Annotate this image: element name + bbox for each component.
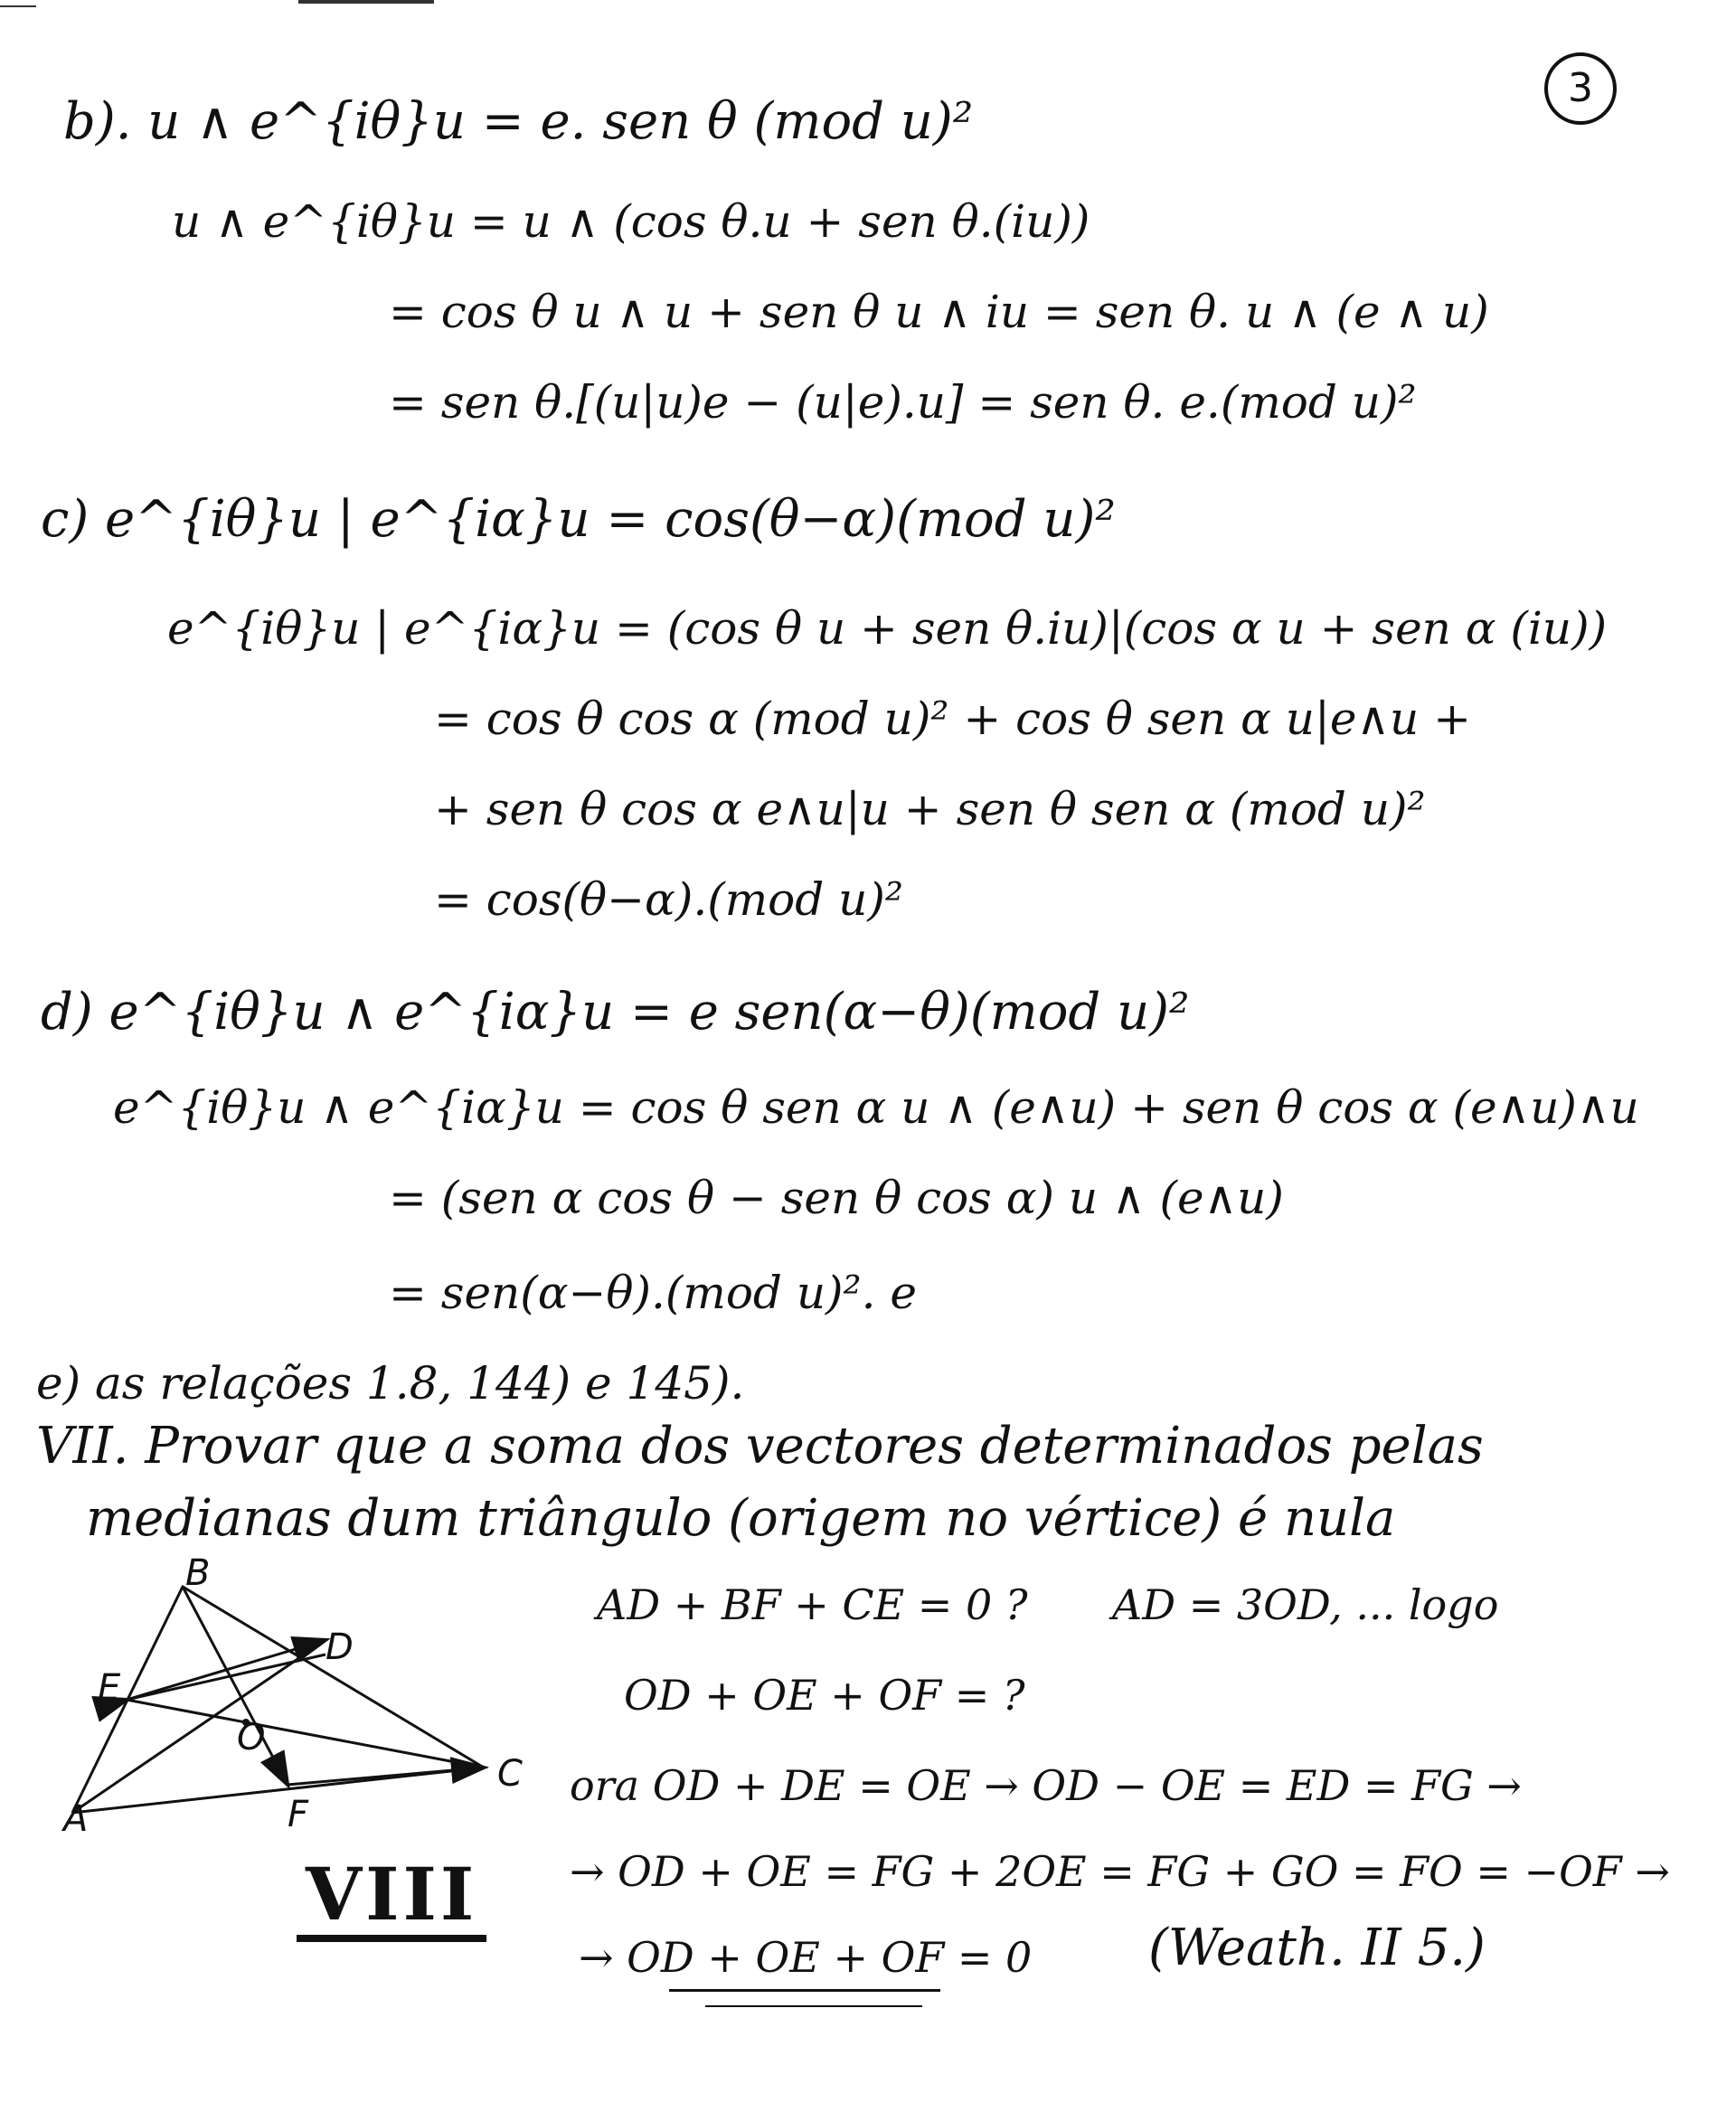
problem-viii-stamp: VIII [297,1853,486,1942]
item-d-heading: d) e^{iθ}u ∧ e^{iα}u = e sen(α−θ)(mod u)² [41,983,1190,1042]
proof-line-2: OD + OE + OF = ? [624,1671,1025,1720]
median-b [183,1587,288,1785]
proof-line-3: ora OD + DE = OE → OD − OE = ED = FG → [570,1761,1522,1810]
triangle-outline [72,1587,484,1813]
proof-line-5: → OD + OE + OF = 0 [579,1933,1033,1982]
item-b-line-3: = sen θ.[(u|u)e − (u|e).u] = sen θ. e.(mod u)² [389,376,1417,429]
item-c-line-4: = cos(θ−α).(mod u)² [434,873,903,926]
median-a [72,1640,326,1813]
item-c-heading: c) e^{iθ}u | e^{iα}u = cos(θ−α)(mod u)² [41,490,1116,549]
item-c-line-3: + sen θ cos α e∧u|u + sen θ sen α (mod u)² [434,783,1426,835]
label-a: A [63,1798,89,1840]
item-d-line-1: e^{iθ}u ∧ e^{iα}u = cos θ sen α u ∧ (e∧u) + sen θ cos α (e∧u)∧u [113,1081,1639,1134]
scan-mark-top [298,0,434,4]
item-b-heading: b). u ∧ e^{iθ}u = e. sen θ (mod u)² [63,92,974,151]
problem-vii-line-2: medianas dum triângulo (origem no vértice) é nula [86,1489,1396,1548]
reference-note: (Weath. II 5.) [1148,1919,1486,1977]
item-b-line-2: = cos θ u ∧ u + sen θ u ∧ iu = sen θ. u ∧ (e ∧ u) [389,286,1489,338]
scan-mark-corner [0,5,36,7]
page-number: 3 [1544,52,1617,125]
median-c [127,1700,484,1768]
proof-line-1b: AD = 3OD, ... logo [1112,1580,1499,1629]
item-d-line-3: = sen(α−θ).(mod u)². e [389,1267,917,1319]
item-c-line-1: e^{iθ}u | e^{iα}u = (cos θ u + sen θ.iu)|(cos α u + sen α (iu)) [167,602,1608,655]
proof-conclusion-underline-2 [705,2005,922,2007]
problem-vii-line-1: VII. Provar que a soma dos vectores determinados pelas [36,1417,1484,1476]
label-e: E [98,1667,121,1709]
item-e-line: e) as relações 1.8, 144) e 145). [36,1357,745,1410]
proof-line-4: → OD + OE = FG + 2OE = FG + GO = FO = −OF → [570,1847,1670,1896]
proof-conclusion-underline [669,1989,940,1992]
label-d: D [326,1626,354,1668]
label-b: B [185,1552,211,1594]
item-b-line-1: u ∧ e^{iθ}u = u ∧ (cos θ.u + sen θ.(iu)) [172,195,1090,248]
proof-line-1: AD + BF + CE = 0 ? [597,1580,1028,1629]
segment-fc [288,1768,484,1785]
label-c: C [497,1753,523,1795]
segment-ed [127,1640,326,1700]
segment-ed-lower [127,1655,326,1700]
item-c-line-2: = cos θ cos α (mod u)² + cos θ sen α u|e∧u + [434,693,1471,745]
item-d-line-2: = (sen α cos θ − sen θ cos α) u ∧ (e∧u) [389,1172,1284,1224]
label-o: O [237,1717,266,1758]
label-f: F [288,1794,309,1835]
